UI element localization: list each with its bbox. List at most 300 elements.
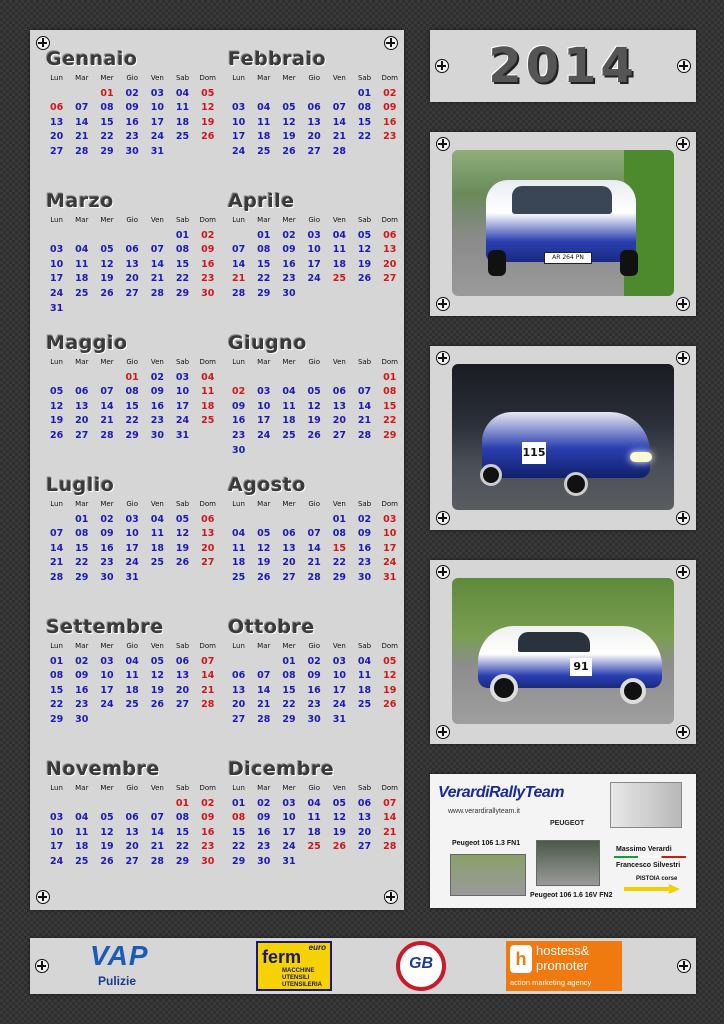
- day-cell: 27: [307, 145, 321, 157]
- month-name: Maggio: [46, 332, 128, 354]
- empty-cell: [44, 87, 69, 102]
- day-cell: 28: [201, 699, 215, 711]
- day-cell: 12: [257, 542, 271, 554]
- day-cell: 18: [307, 826, 321, 838]
- day-cell: 20: [282, 557, 296, 569]
- gb-text: GB: [409, 955, 433, 972]
- headlight: [630, 452, 652, 462]
- weekday-header: Sab: [357, 642, 372, 650]
- day-cell: 27: [282, 571, 296, 583]
- day-cell: 30: [201, 855, 215, 867]
- month-9: [226, 616, 396, 728]
- vap-logo: VAP: [90, 940, 149, 971]
- photo-panel-2: [430, 346, 696, 530]
- day-cell: 31: [150, 145, 164, 157]
- day-cell: 11: [282, 400, 296, 412]
- day-cell: 03: [383, 513, 397, 525]
- day-cell: 24: [383, 557, 397, 569]
- day-cell: 29: [282, 713, 296, 725]
- month-grid: [44, 72, 214, 160]
- month-11: [226, 758, 396, 870]
- rally-photo-3: [452, 578, 674, 724]
- day-cell: 26: [201, 131, 215, 143]
- day-cell: 06: [332, 386, 346, 398]
- day-cell: 31: [383, 571, 397, 583]
- day-cell: 04: [150, 513, 164, 525]
- day-cell: 20: [175, 684, 190, 696]
- day-cell: 02: [100, 513, 114, 525]
- weekday-header: Ven: [332, 358, 346, 366]
- day-cell: 22: [175, 273, 190, 285]
- day-cell: 07: [150, 812, 164, 824]
- calendar-panel: [30, 30, 404, 910]
- weekday-header: Sab: [357, 500, 372, 508]
- weekday-header: Ven: [332, 500, 346, 508]
- car-label-2: Peugeot 106 1.6 16V FN2: [530, 892, 613, 899]
- month-6: [44, 474, 214, 586]
- day-cell: 14: [49, 542, 64, 554]
- car-label-1: Peugeot 106 1.3 FN1: [452, 840, 521, 847]
- weekday-header: Gio: [308, 784, 320, 792]
- day-cell: 07: [49, 528, 64, 540]
- month-name: Agosto: [228, 474, 306, 496]
- weekday-header: Dom: [381, 216, 398, 224]
- screw-icon: [35, 959, 49, 973]
- empty-cell: [69, 87, 94, 102]
- weekday-header: Dom: [199, 358, 216, 366]
- day-cell: 20: [125, 273, 139, 285]
- day-cell: 30: [150, 429, 164, 441]
- empty-cell: [44, 797, 69, 812]
- day-cell: 04: [75, 244, 89, 256]
- weekday-header: Mer: [282, 216, 296, 224]
- day-cell: 04: [175, 87, 190, 99]
- day-cell: 08: [175, 812, 190, 824]
- empty-cell: [94, 797, 119, 812]
- month-1: [226, 48, 396, 160]
- weekday-header: Lun: [232, 500, 245, 508]
- day-cell: 11: [357, 670, 372, 682]
- day-cell: 23: [100, 557, 114, 569]
- day-cell: 10: [100, 670, 114, 682]
- day-cell: 23: [75, 699, 89, 711]
- day-cell: 24: [332, 699, 346, 711]
- day-cell: 31: [125, 571, 139, 583]
- weekday-header: Mar: [75, 216, 89, 224]
- day-cell: 10: [175, 386, 190, 398]
- day-cell: 17: [49, 841, 64, 853]
- day-cell: 03: [125, 513, 139, 525]
- day-cell: 27: [125, 855, 139, 867]
- weekday-header: Mar: [257, 358, 271, 366]
- day-cell: 04: [257, 102, 271, 114]
- day-cell: 18: [201, 400, 215, 412]
- day-cell: 22: [49, 699, 64, 711]
- screw-icon: [676, 511, 690, 525]
- day-cell: 10: [383, 528, 397, 540]
- weekday-header: Mar: [75, 500, 89, 508]
- day-cell: 09: [201, 812, 215, 824]
- day-cell: 10: [257, 400, 271, 412]
- day-cell: 24: [100, 699, 114, 711]
- empty-cell: [352, 371, 377, 386]
- month-grid: [226, 782, 396, 870]
- day-cell: 15: [75, 542, 89, 554]
- day-cell: 17: [100, 684, 114, 696]
- day-cell: 19: [100, 841, 114, 853]
- day-cell: 02: [383, 87, 397, 99]
- day-cell: 20: [383, 258, 397, 270]
- day-cell: 01: [282, 655, 296, 667]
- day-cell: 13: [125, 826, 139, 838]
- weekday-header: Sab: [175, 358, 190, 366]
- weekday-header: Gio: [126, 784, 138, 792]
- day-cell: 30: [307, 713, 321, 725]
- day-cell: 19: [150, 684, 164, 696]
- day-cell: 20: [125, 841, 139, 853]
- weekday-header: Ven: [150, 74, 164, 82]
- month-name: Marzo: [46, 190, 114, 212]
- day-cell: 19: [282, 131, 296, 143]
- empty-cell: [251, 87, 276, 102]
- day-cell: 12: [150, 670, 164, 682]
- day-cell: 26: [383, 699, 397, 711]
- day-cell: 03: [49, 244, 64, 256]
- day-cell: 17: [307, 258, 321, 270]
- day-cell: 03: [100, 655, 114, 667]
- vap-sub: Pulizie: [98, 974, 137, 988]
- day-cell: 28: [49, 571, 64, 583]
- day-cell: 23: [357, 557, 372, 569]
- day-cell: 06: [383, 229, 397, 241]
- empty-cell: [120, 229, 145, 244]
- day-cell: 31: [282, 855, 296, 867]
- day-cell: 17: [282, 826, 296, 838]
- day-cell: 25: [201, 415, 215, 427]
- weekday-header: Lun: [232, 642, 245, 650]
- day-cell: 13: [49, 116, 64, 128]
- month-5: [226, 332, 396, 458]
- day-cell: 28: [383, 841, 397, 853]
- weekday-header: Dom: [381, 642, 398, 650]
- day-cell: 25: [75, 855, 89, 867]
- weekday-header: Mer: [282, 358, 296, 366]
- day-cell: 18: [75, 273, 89, 285]
- empty-cell: [251, 655, 276, 670]
- weekday-header: Lun: [232, 216, 245, 224]
- weekday-header: Dom: [381, 500, 398, 508]
- empty-cell: [327, 87, 352, 102]
- weekday-header: Gio: [126, 74, 138, 82]
- ferm-sub1: MACCHINE: [282, 968, 315, 974]
- day-cell: 01: [383, 371, 397, 383]
- day-cell: 04: [307, 797, 321, 809]
- month-grid: [44, 498, 214, 586]
- day-cell: 27: [125, 287, 139, 299]
- weekday-header: Dom: [199, 784, 216, 792]
- day-cell: 27: [332, 429, 346, 441]
- empty-cell: [276, 513, 301, 528]
- day-cell: 16: [307, 684, 321, 696]
- day-cell: 25: [282, 429, 296, 441]
- weekday-header: Mer: [100, 216, 114, 224]
- empty-cell: [226, 229, 251, 244]
- month-8: [44, 616, 214, 728]
- day-cell: 22: [332, 557, 346, 569]
- car-thumb-2: [536, 840, 600, 886]
- day-cell: 07: [307, 528, 321, 540]
- weekday-header: Dom: [381, 74, 398, 82]
- day-cell: 12: [201, 102, 215, 114]
- wheel: [488, 250, 506, 276]
- codriver-name: Francesco Silvestri: [616, 862, 681, 869]
- day-cell: 01: [49, 655, 64, 667]
- weekday-header: Mer: [282, 784, 296, 792]
- weekday-header: Sab: [175, 642, 190, 650]
- day-cell: 07: [231, 244, 246, 256]
- day-cell: 07: [150, 244, 164, 256]
- month-grid: [226, 356, 396, 458]
- day-cell: 15: [282, 684, 296, 696]
- hostess-line2: promoter: [536, 958, 589, 973]
- day-cell: 03: [282, 797, 296, 809]
- month-grid: [44, 214, 214, 316]
- day-cell: 26: [100, 287, 114, 299]
- screw-icon: [677, 959, 691, 973]
- day-cell: 16: [201, 258, 215, 270]
- day-cell: 26: [307, 429, 321, 441]
- month-name: Febbraio: [228, 48, 327, 70]
- photo-panel-3: [430, 560, 696, 744]
- day-cell: 24: [150, 131, 164, 143]
- weekday-header: Dom: [199, 216, 216, 224]
- day-cell: 14: [332, 116, 346, 128]
- month-name: Luglio: [46, 474, 115, 496]
- day-cell: 16: [257, 826, 271, 838]
- day-cell: 11: [307, 812, 321, 824]
- screw-icon: [676, 297, 690, 311]
- weekday-header: Ven: [332, 642, 346, 650]
- team-website: www.verardirallyteam.it: [448, 808, 520, 815]
- day-cell: 04: [125, 655, 139, 667]
- day-cell: 19: [175, 542, 190, 554]
- weekday-header: Mar: [257, 74, 271, 82]
- day-cell: 18: [257, 131, 271, 143]
- weekday-header: Gio: [126, 500, 138, 508]
- month-name: Novembre: [46, 758, 160, 780]
- day-cell: 16: [150, 400, 164, 412]
- day-cell: 08: [49, 670, 64, 682]
- day-cell: 27: [383, 273, 397, 285]
- empty-cell: [327, 371, 352, 386]
- day-cell: 22: [282, 699, 296, 711]
- day-cell: 08: [383, 386, 397, 398]
- day-cell: 05: [282, 102, 296, 114]
- day-cell: 06: [282, 528, 296, 540]
- day-cell: 30: [100, 571, 114, 583]
- weekday-header: Mer: [282, 500, 296, 508]
- day-cell: 27: [357, 841, 372, 853]
- day-cell: 12: [175, 528, 190, 540]
- day-cell: 13: [357, 812, 372, 824]
- day-cell: 25: [231, 571, 246, 583]
- day-cell: 09: [307, 670, 321, 682]
- weekday-header: Mar: [257, 500, 271, 508]
- wheel: [620, 250, 638, 276]
- hostess-line3: action marketing agency: [510, 978, 592, 987]
- weekday-header: Ven: [332, 216, 346, 224]
- empty-cell: [69, 797, 94, 812]
- day-cell: 08: [257, 244, 271, 256]
- day-cell: 01: [332, 513, 346, 525]
- weekday-header: Sab: [175, 216, 190, 224]
- day-cell: 05: [332, 797, 346, 809]
- weekday-header: Mer: [282, 642, 296, 650]
- day-cell: 21: [150, 273, 164, 285]
- day-cell: 24: [307, 273, 321, 285]
- day-cell: 24: [49, 287, 64, 299]
- day-cell: 14: [75, 116, 89, 128]
- ferm-logo: [256, 941, 332, 991]
- day-cell: 18: [332, 258, 346, 270]
- day-cell: 23: [125, 131, 139, 143]
- day-cell: 27: [75, 429, 89, 441]
- screw-icon: [676, 565, 690, 579]
- weekday-header: Ven: [332, 784, 346, 792]
- day-cell: 01: [175, 229, 190, 241]
- day-cell: 18: [231, 557, 246, 569]
- day-cell: 21: [231, 273, 246, 285]
- month-3: [226, 190, 396, 302]
- day-cell: 24: [125, 557, 139, 569]
- day-cell: 03: [49, 812, 64, 824]
- day-cell: 01: [125, 371, 139, 383]
- day-cell: 04: [357, 655, 372, 667]
- weekday-header: Sab: [357, 216, 372, 224]
- day-cell: 15: [100, 116, 114, 128]
- day-cell: 25: [357, 699, 372, 711]
- day-cell: 03: [332, 655, 346, 667]
- day-cell: 20: [231, 699, 246, 711]
- day-cell: 28: [257, 713, 271, 725]
- day-cell: 12: [282, 116, 296, 128]
- day-cell: 15: [125, 400, 139, 412]
- day-cell: 30: [257, 855, 271, 867]
- day-cell: 28: [75, 145, 89, 157]
- day-cell: 19: [307, 415, 321, 427]
- day-cell: 20: [357, 826, 372, 838]
- weekday-header: Ven: [150, 784, 164, 792]
- empty-cell: [302, 371, 327, 386]
- day-cell: 07: [75, 102, 89, 114]
- day-cell: 22: [100, 131, 114, 143]
- day-cell: 16: [231, 415, 246, 427]
- day-cell: 23: [257, 841, 271, 853]
- day-cell: 21: [49, 557, 64, 569]
- day-cell: 26: [357, 273, 372, 285]
- day-cell: 27: [231, 713, 246, 725]
- ferm-euro: euro: [308, 943, 326, 952]
- month-grid: [226, 72, 396, 160]
- day-cell: 22: [257, 273, 271, 285]
- day-cell: 17: [332, 684, 346, 696]
- day-cell: 29: [100, 145, 114, 157]
- day-cell: 19: [257, 557, 271, 569]
- day-cell: 14: [100, 400, 114, 412]
- month-0: [44, 48, 214, 160]
- screw-icon: [436, 565, 450, 579]
- day-cell: 18: [125, 684, 139, 696]
- month-10: [44, 758, 214, 870]
- day-cell: 28: [307, 571, 321, 583]
- day-cell: 11: [201, 386, 215, 398]
- day-cell: 18: [75, 841, 89, 853]
- day-cell: 23: [282, 273, 296, 285]
- day-cell: 23: [383, 131, 397, 143]
- day-cell: 05: [175, 513, 190, 525]
- year-title: 2014: [488, 38, 638, 94]
- pistoia-arrow: [624, 884, 680, 894]
- day-cell: 25: [175, 131, 190, 143]
- day-cell: 14: [150, 258, 164, 270]
- day-cell: 16: [201, 826, 215, 838]
- day-cell: 10: [49, 258, 64, 270]
- month-grid: [226, 214, 396, 302]
- day-cell: 16: [100, 542, 114, 554]
- day-cell: 14: [257, 684, 271, 696]
- day-cell: 13: [332, 400, 346, 412]
- rally-photo-2: [452, 364, 674, 510]
- day-cell: 10: [150, 102, 164, 114]
- day-cell: 03: [175, 371, 190, 383]
- weekday-header: Mar: [75, 74, 89, 82]
- day-cell: 02: [125, 87, 139, 99]
- month-2: [44, 190, 214, 316]
- day-cell: 06: [307, 102, 321, 114]
- day-cell: 29: [75, 571, 89, 583]
- day-cell: 10: [49, 826, 64, 838]
- day-cell: 01: [75, 513, 89, 525]
- day-cell: 20: [332, 415, 346, 427]
- day-cell: 04: [75, 812, 89, 824]
- day-cell: 05: [100, 812, 114, 824]
- weekday-header: Gio: [126, 642, 138, 650]
- month-name: Giugno: [228, 332, 307, 354]
- empty-cell: [44, 229, 69, 244]
- day-cell: 17: [175, 400, 190, 412]
- day-cell: 30: [282, 287, 296, 299]
- empty-cell: [69, 229, 94, 244]
- day-cell: 15: [383, 400, 397, 412]
- day-cell: 21: [257, 699, 271, 711]
- weekday-header: Gio: [126, 358, 138, 366]
- weekday-header: Lun: [50, 216, 63, 224]
- day-cell: 14: [201, 670, 215, 682]
- day-cell: 01: [231, 797, 246, 809]
- screw-icon: [384, 890, 398, 904]
- day-cell: 09: [383, 102, 397, 114]
- day-cell: 13: [282, 542, 296, 554]
- day-cell: 27: [175, 699, 190, 711]
- weekday-header: Lun: [232, 358, 245, 366]
- day-cell: 06: [357, 797, 372, 809]
- month-name: Gennaio: [46, 48, 138, 70]
- weekday-header: Lun: [50, 642, 63, 650]
- day-cell: 06: [125, 812, 139, 824]
- day-cell: 04: [332, 229, 346, 241]
- day-cell: 04: [231, 528, 246, 540]
- day-cell: 07: [383, 797, 397, 809]
